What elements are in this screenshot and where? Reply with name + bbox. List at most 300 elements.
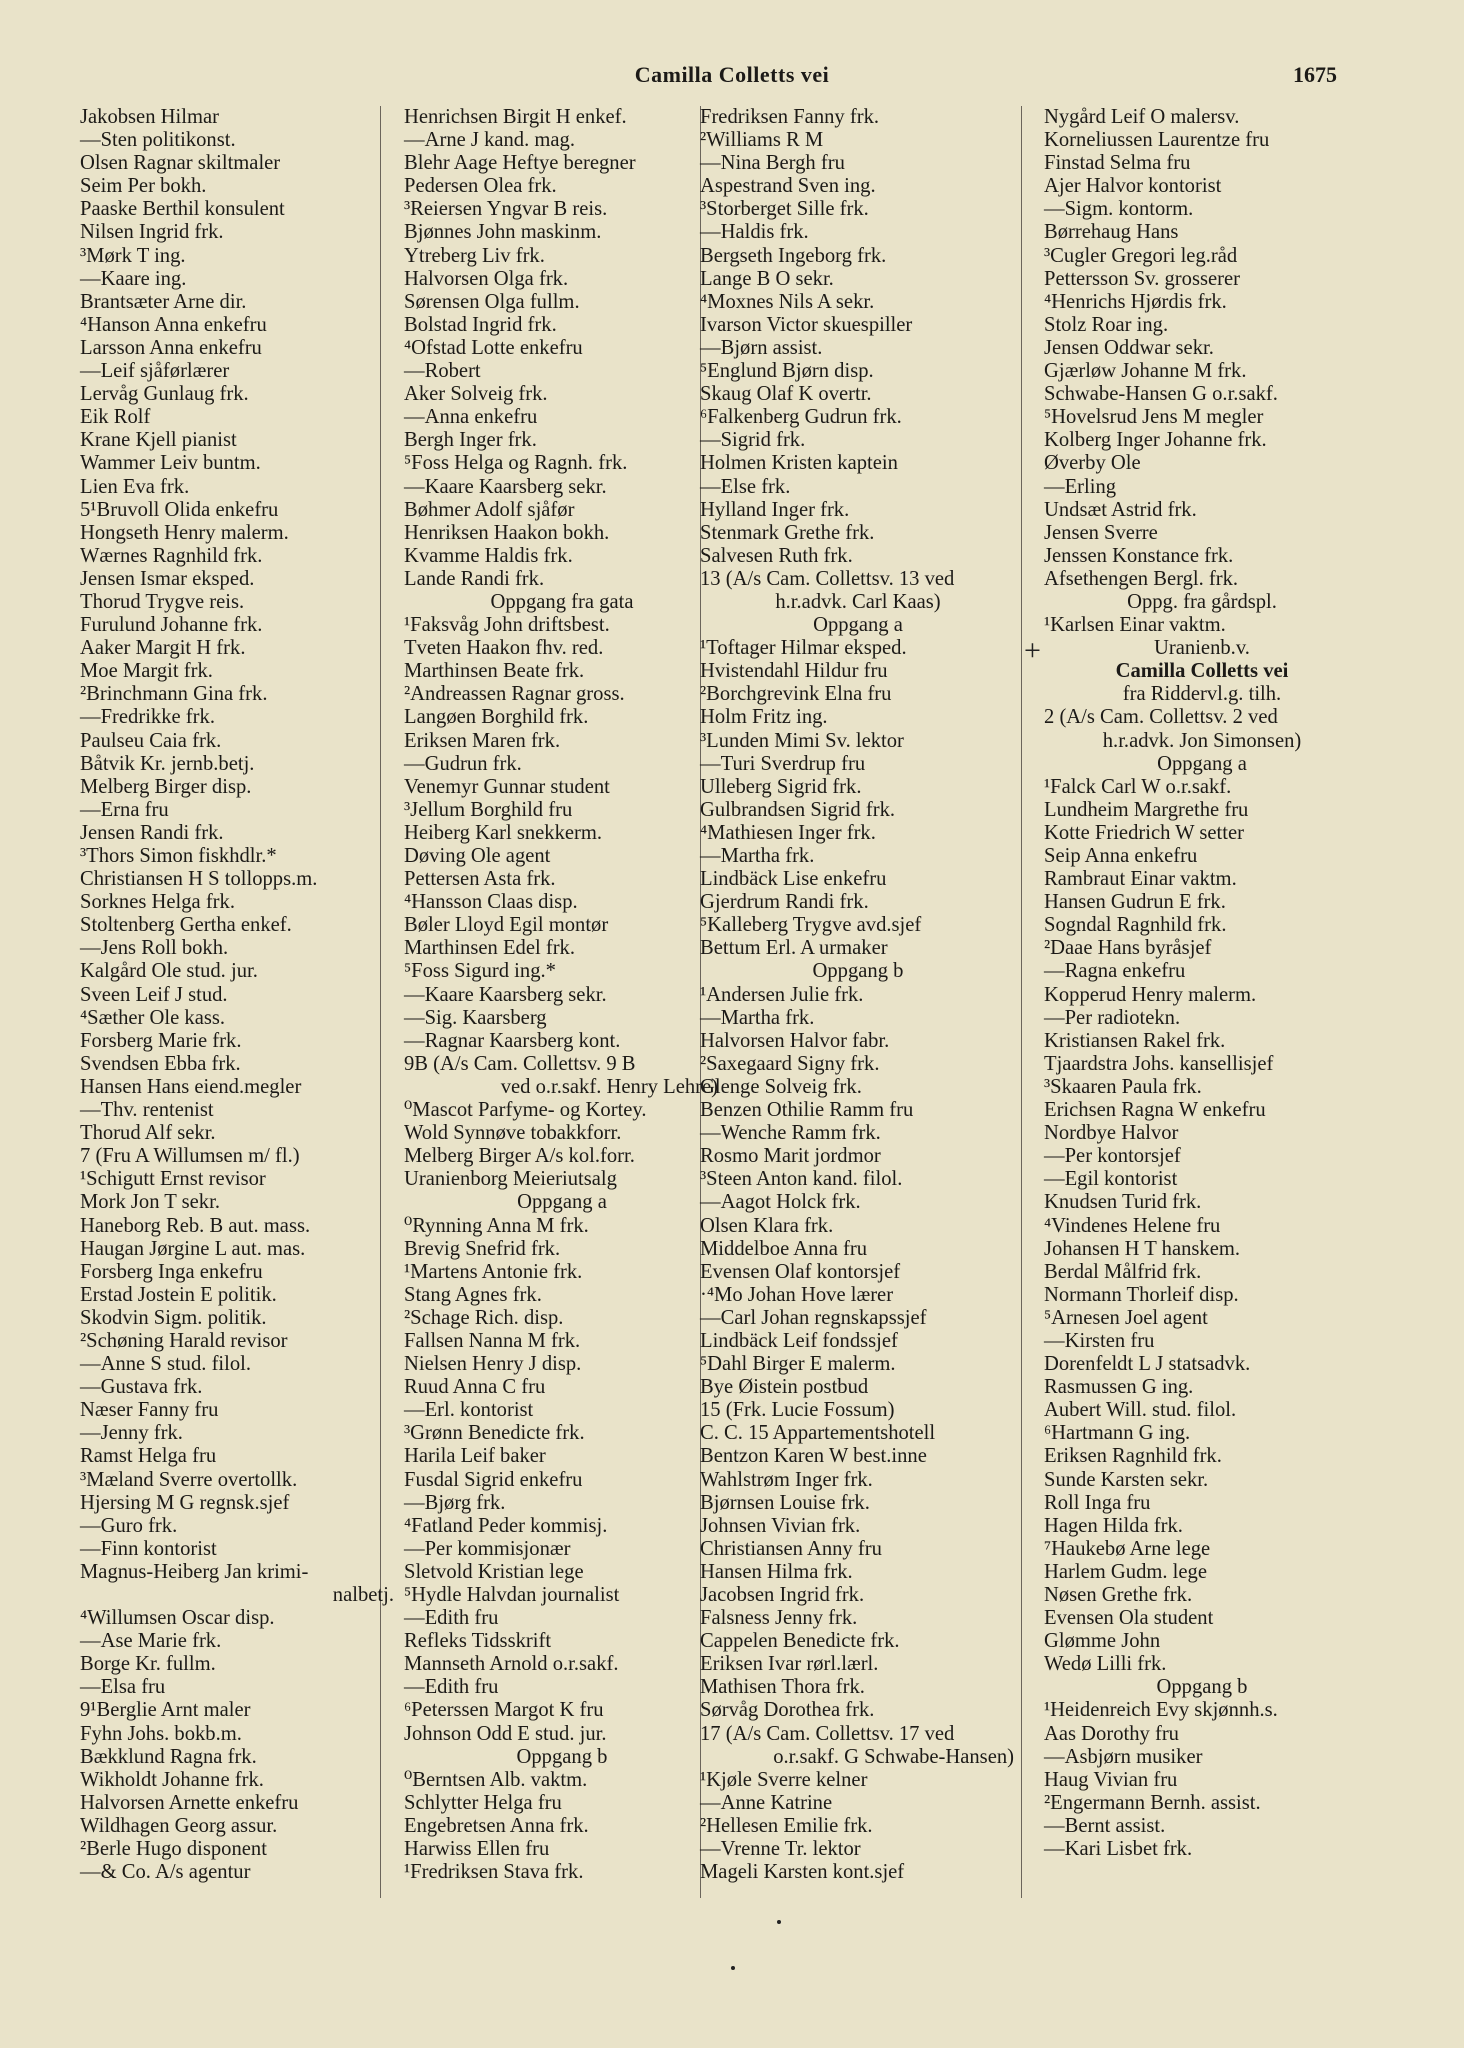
directory-entry: —Ase Marie frk.: [80, 1630, 222, 1653]
directory-entry: Kalgård Ole stud. jur.: [80, 960, 258, 983]
directory-entry: Jacobsen Ingrid frk.: [700, 1584, 865, 1606]
directory-entry: —Elsa fru: [80, 1676, 166, 1699]
directory-entry: Bjønnes John maskinm.: [404, 221, 602, 244]
directory-entry: ⁴Sæther Ole kass.: [80, 1006, 226, 1029]
directory-entry: ⁴Willumsen Oscar disp.: [80, 1607, 275, 1630]
directory-entry: Benzen Othilie Ramm fru: [700, 1099, 914, 1122]
dot-mark: [777, 1920, 781, 1924]
directory-entry: 9¹Berglie Arnt maler: [80, 1699, 251, 1722]
directory-entry: Salvesen Ruth frk.: [700, 544, 853, 567]
directory-entry: Heiberg Karl snekkerm.: [404, 821, 603, 844]
directory-entry: ⁴Hansson Claas disp.: [404, 891, 578, 914]
directory-entry: ²Brinchmann Gina frk.: [80, 683, 268, 706]
directory-entry: Lindbäck Leif fondssjef: [700, 1329, 898, 1352]
directory-entry: Hvistendahl Hildur fru: [700, 660, 888, 683]
directory-entry: Wildhagen Georg assur.: [80, 1814, 278, 1837]
directory-entry: —Sten politikonst.: [80, 129, 236, 152]
directory-entry: —Anne Katrine: [700, 1791, 833, 1814]
directory-entry: Erstad Jostein E politik.: [80, 1283, 277, 1306]
directory-entry: Kopperud Henry malerm.: [1044, 983, 1257, 1006]
directory-entry: Stolz Roar ing.: [1044, 313, 1169, 336]
directory-entry: Henriksen Haakon bokh.: [404, 521, 610, 544]
directory-entry: Schlytter Helga fru: [404, 1791, 562, 1814]
directory-entry: Ulleberg Sigrid frk.: [700, 775, 862, 798]
directory-column-1: [80, 106, 396, 1884]
directory-entry: Harwiss Ellen fru: [404, 1838, 550, 1861]
directory-entry: Stenmark Grethe frk.: [700, 521, 875, 544]
directory-entry: Tjaardstra Johs. kansellisjef: [1044, 1052, 1274, 1075]
directory-entry: Nordbye Halvor: [1044, 1122, 1179, 1145]
directory-entry: Kolberg Inger Johanne frk.: [1044, 429, 1267, 452]
directory-entry: Kotte Friedrich W setter: [1044, 821, 1244, 844]
directory-entry: ⁵Foss Helga og Ragnh. frk.: [404, 452, 628, 475]
directory-entry: —Per kontorsjef: [1044, 1145, 1181, 1168]
directory-entry: ⁶Hartmann G ing.: [1044, 1422, 1191, 1445]
directory-entry: Lande Randi frk.: [404, 567, 545, 590]
directory-entry: —Kaare ing.: [80, 267, 187, 290]
directory-entry: Glømme John: [1044, 1630, 1161, 1653]
directory-entry: Sveen Leif J stud.: [80, 983, 228, 1006]
directory-entry: ³Cugler Gregori leg.råd: [1044, 244, 1238, 267]
section-label: Oppg. fra gårdspl.: [1127, 590, 1277, 613]
directory-entry: Melberg Birger disp.: [80, 775, 252, 798]
directory-entry: Wammer Leiv buntm.: [80, 452, 261, 475]
directory-entry: Jakobsen Hilmar: [80, 106, 219, 128]
directory-entry: Bolstad Ingrid frk.: [404, 313, 557, 336]
directory-entry: —Thv. rentenist: [80, 1099, 214, 1122]
directory-entry: —Finn kontorist: [80, 1537, 217, 1560]
directory-entry: Gulbrandsen Sigrid frk.: [700, 798, 896, 821]
directory-entry: ⁰Mascot Parfyme- og Kortey.: [404, 1099, 647, 1122]
directory-entry: —Haldis frk.: [700, 221, 809, 244]
directory-entry: Skaug Olaf K overtr.: [700, 383, 872, 406]
directory-entry: —Else frk.: [700, 475, 791, 498]
directory-entry: Ajer Halvor kontorist: [1044, 175, 1222, 198]
directory-entry: Kvamme Haldis frk.: [404, 544, 573, 567]
directory-entry: Dorenfeldt L J statsadvk.: [1044, 1353, 1251, 1376]
directory-entry: Sunde Karsten sekr.: [1044, 1468, 1209, 1491]
address-entry: 7 (Fru A Willumsen m/ fl.): [80, 1145, 300, 1168]
directory-column-4: [1044, 106, 1360, 1861]
directory-entry: Nielsen Henry J disp.: [404, 1353, 582, 1376]
section-label: Uranienb.v.: [1154, 637, 1250, 660]
directory-entry: —Martha frk.: [700, 845, 815, 867]
directory-entry: Wedø Lilli frk.: [1044, 1653, 1167, 1676]
directory-entry: —Egil kontorist: [1044, 1168, 1178, 1191]
directory-entry: Børrehaug Hans: [1044, 221, 1179, 244]
directory-entry: —Asbjørn musiker: [1044, 1745, 1203, 1768]
directory-entry: Wærnes Ragnhild frk.: [80, 544, 263, 567]
directory-entry: —Kari Lisbet frk.: [1044, 1838, 1193, 1861]
directory-entry: —Edith fru: [404, 1607, 499, 1630]
street-heading: Camilla Colletts vei: [1115, 660, 1289, 683]
directory-entry: Harila Leif baker: [404, 1445, 546, 1468]
directory-entry: Aubert Will. stud. filol.: [1044, 1399, 1237, 1422]
directory-entry: Wahlstrøm Inger frk.: [700, 1468, 873, 1491]
directory-entry: Tveten Haakon fhv. red.: [404, 637, 604, 660]
directory-entry: Ruud Anna C fru: [404, 1376, 546, 1399]
directory-entry: ved o.r.sakf. Henry Lehre): [500, 1075, 718, 1098]
directory-entry: ⁵Dahl Birger E malerm.: [700, 1353, 896, 1376]
directory-entry: ³Grønn Benedicte frk.: [404, 1422, 585, 1445]
directory-entry: ⁶Falkenberg Gudrun frk.: [700, 406, 902, 429]
directory-entry: Aspestrand Sven ing.: [700, 175, 876, 198]
directory-entry: Kristiansen Rakel frk.: [1044, 1029, 1226, 1052]
directory-entry: Uranienborg Meieriutsalg: [404, 1168, 617, 1191]
directory-entry: —Turi Sverdrup fru: [700, 752, 866, 775]
directory-entry: —Kirsten fru: [1044, 1329, 1155, 1352]
directory-entry: Bøler Lloyd Egil montør: [404, 914, 609, 937]
directory-entry: Lundheim Margrethe fru: [1044, 798, 1249, 821]
directory-entry: ²Schøning Harald revisor: [80, 1329, 288, 1352]
directory-entry: Haugan Jørgine L aut. mas.: [80, 1237, 306, 1260]
directory-entry: ⁴Henrichs Hjørdis frk.: [1044, 290, 1227, 313]
directory-entry: ⁵Hovelsrud Jens M megler: [1044, 406, 1264, 429]
directory-entry: Glenge Solveig frk.: [700, 1075, 862, 1098]
directory-entry: Marthinsen Beate frk.: [404, 660, 585, 683]
section-label: h.r.advk. Carl Kaas): [775, 590, 941, 613]
directory-entry: Forsberg Marie frk.: [80, 1029, 242, 1052]
directory-entry: Eriksen Ragnhild frk.: [1044, 1445, 1222, 1468]
directory-entry: —Per kommisjonær: [404, 1537, 571, 1560]
directory-entry: —Fredrikke frk.: [80, 706, 215, 729]
directory-entry: Pettersson Sv. grosserer: [1044, 267, 1240, 290]
directory-entry: Halvorsen Arnette enkefru: [80, 1791, 299, 1814]
directory-entry: —Bjørn assist.: [700, 336, 823, 359]
directory-entry: Mathisen Thora frk.: [700, 1676, 865, 1699]
directory-entry: ³Mørk T ing.: [80, 244, 186, 267]
directory-entry: ¹Schigutt Ernst revisor: [80, 1168, 266, 1191]
directory-entry: ¹Kjøle Sverre kelner: [700, 1768, 868, 1791]
directory-entry: ⁰Berntsen Alb. vaktm.: [404, 1768, 588, 1791]
directory-entry: —Arne J kand. mag.: [404, 129, 576, 152]
directory-entry: Lindbäck Lise enkefru: [700, 868, 887, 891]
directory-entry: Gjærløw Johanne M frk.: [1044, 360, 1247, 383]
directory-entry: Harlem Gudm. lege: [1044, 1560, 1207, 1583]
directory-entry: ⁴Mathiesen Inger frk.: [700, 821, 876, 844]
directory-entry: Olsen Klara frk.: [700, 1214, 834, 1237]
directory-entry: —Sigm. kontorm.: [1044, 198, 1194, 221]
address-entry: 2 (A/s Cam. Collettsv. 2 ved: [1044, 706, 1278, 729]
directory-entry: ¹Fredriksen Stava frk.: [404, 1861, 584, 1884]
directory-entry: Olsen Ragnar skiltmaler: [80, 152, 281, 175]
directory-entry: Falsness Jenny frk.: [700, 1607, 858, 1630]
directory-entry: Halvorsen Olga frk.: [404, 267, 569, 290]
directory-entry: Furulund Johanne frk.: [80, 614, 263, 637]
directory-entry: Rambraut Einar vaktm.: [1044, 868, 1237, 891]
directory-entry: Johansen H T hanskem.: [1044, 1237, 1241, 1260]
directory-entry: ⁴Moxnes Nils A sekr.: [700, 290, 875, 313]
directory-entry: Paaske Berthil konsulent: [80, 198, 285, 221]
directory-entry: Nygård Leif O malersv.: [1044, 106, 1240, 128]
directory-entry: Afsethengen Bergl. frk.: [1044, 567, 1239, 590]
directory-entry: Bettum Erl. A urmaker: [700, 937, 888, 960]
directory-entry: Næser Fanny fru: [80, 1399, 219, 1422]
directory-entry: —Vrenne Tr. lektor: [700, 1838, 861, 1861]
directory-entry: Forsberg Inga enkefru: [80, 1260, 263, 1283]
directory-entry: —Gustava frk.: [80, 1376, 203, 1399]
directory-entry: ³Storberget Sille frk.: [700, 198, 869, 221]
directory-entry: —Per radiotekn.: [1044, 1006, 1181, 1029]
directory-entry: ²Daae Hans byråsjef: [1044, 937, 1212, 960]
directory-entry: Larsson Anna enkefru: [80, 336, 262, 359]
dot-mark: [731, 1966, 735, 1970]
directory-entry: Skodvin Sigm. politik.: [80, 1306, 267, 1329]
section-label: Oppgang a: [1157, 752, 1247, 775]
directory-entry: —Martha frk.: [700, 1006, 815, 1029]
directory-entry: Refleks Tidsskrift: [404, 1630, 552, 1653]
directory-entry: —Bjørg frk.: [404, 1491, 506, 1514]
directory-entry: ¹Faksvåg John driftsbest.: [404, 614, 610, 637]
directory-entry: Jenssen Konstance frk.: [1044, 544, 1234, 567]
directory-entry: Jensen Randi frk.: [80, 821, 224, 844]
directory-entry: Brevig Snefrid frk.: [404, 1237, 561, 1260]
directory-entry: Cappelen Benedicte frk.: [700, 1630, 900, 1653]
directory-entry: ⁵Kalleberg Trygve avd.sjef: [700, 914, 922, 937]
directory-entry: Hjersing M G regnsk.sjef: [80, 1491, 290, 1514]
directory-entry: —Jens Roll bokh.: [80, 937, 229, 960]
section-label: Oppgang b: [516, 1745, 608, 1768]
directory-entry: Normann Thorleif disp.: [1044, 1283, 1239, 1306]
directory-entry: ¹Karlsen Einar vaktm.: [1044, 614, 1226, 637]
directory-entry: Fredriksen Fanny frk.: [700, 106, 880, 128]
address-entry: 9B (A/s Cam. Collettsv. 9 B: [404, 1052, 636, 1075]
directory-entry: Wikholdt Johanne frk.: [80, 1768, 264, 1791]
directory-entry: Johnson Odd E stud. jur.: [404, 1722, 607, 1745]
directory-entry: Roll Inga fru: [1044, 1491, 1151, 1514]
directory-entry: Hongseth Henry malerm.: [80, 521, 289, 544]
directory-entry: Aas Dorothy fru: [1044, 1722, 1179, 1745]
directory-entry: —Anne S stud. filol.: [80, 1353, 252, 1376]
directory-entry: ³Thors Simon fiskhdlr.*: [80, 845, 277, 867]
directory-entry: ⁴Vindenes Helene fru: [1044, 1214, 1221, 1237]
directory-entry: ²Berle Hugo disponent: [80, 1838, 267, 1861]
directory-entry: Rasmussen G ing.: [1044, 1376, 1194, 1399]
directory-entry: —Erna fru: [80, 798, 169, 821]
directory-entry: Evensen Olaf kontorsjef: [700, 1260, 901, 1283]
directory-entry: ¹Heidenreich Evy skjønnh.s.: [1044, 1699, 1278, 1722]
directory-entry: —Jenny frk.: [80, 1422, 183, 1445]
directory-entry: Jensen Sverre: [1044, 521, 1158, 544]
directory-entry: Johnsen Vivian frk.: [700, 1514, 861, 1537]
directory-entry: —Sig. Kaarsberg: [404, 1006, 547, 1029]
directory-entry: —Gudrun frk.: [404, 752, 522, 775]
directory-entry: Halvorsen Halvor fabr.: [700, 1029, 890, 1052]
directory-entry: —Aagot Holck frk.: [700, 1191, 861, 1214]
directory-entry: Ivarson Victor skuespiller: [700, 313, 913, 336]
directory-entry: Sogndal Ragnhild frk.: [1044, 914, 1227, 937]
directory-entry: —Leif sjåførlærer: [80, 360, 230, 383]
directory-entry: ⁰Rynning Anna M frk.: [404, 1214, 589, 1237]
directory-entry: Paulseu Caia frk.: [80, 729, 222, 752]
directory-entry: —Bernt assist.: [1044, 1814, 1166, 1837]
directory-entry: Bergh Inger frk.: [404, 429, 537, 452]
directory-entry: Korneliussen Laurentze fru: [1044, 129, 1270, 152]
directory-entry: Ytreberg Liv frk.: [404, 244, 545, 267]
directory-entry: Langøen Borghild frk.: [404, 706, 589, 729]
directory-entry: Knudsen Turid frk.: [1044, 1191, 1202, 1214]
directory-entry: —Anna enkefru: [404, 406, 538, 429]
directory-entry: —Sigrid frk.: [700, 429, 806, 452]
directory-entry: ³Lunden Mimi Sv. lektor: [700, 729, 904, 752]
directory-entry: Christiansen Anny fru: [700, 1537, 882, 1560]
directory-entry: nalbetj.: [332, 1584, 394, 1606]
directory-entry: Bergseth Ingeborg frk.: [700, 244, 887, 267]
directory-entry: ⁴Fatland Peder kommisj.: [404, 1514, 608, 1537]
directory-entry: Christiansen H S tollopps.m.: [80, 868, 318, 891]
directory-entry: Magnus-Heiberg Jan krimi-: [80, 1560, 309, 1583]
directory-entry: Øverby Ole: [1044, 452, 1141, 475]
directory-entry: Krane Kjell pianist: [80, 429, 237, 452]
directory-entry: ³Reiersen Yngvar B reis.: [404, 198, 608, 221]
directory-entry: —Erling: [1044, 475, 1117, 498]
address-entry: 17 (A/s Cam. Collettsv. 17 ved: [700, 1722, 955, 1745]
directory-entry: Bjørnsen Louise frk.: [700, 1491, 870, 1514]
address-entry: 15 (Frk. Lucie Fossum): [700, 1399, 895, 1422]
directory-entry: Svendsen Ebba frk.: [80, 1052, 241, 1075]
directory-entry: Haug Vivian fru: [1044, 1768, 1178, 1791]
directory-entry: Wold Synnøve tobakkforr.: [404, 1122, 622, 1145]
column-divider: [1021, 106, 1022, 1898]
directory-entry: Mork Jon T sekr.: [80, 1191, 220, 1214]
directory-entry: Stang Agnes frk.: [404, 1283, 542, 1306]
directory-entry: Thorud Alf sekr.: [80, 1122, 216, 1145]
section-label: fra Riddervl.g. tilh.: [1122, 683, 1282, 706]
directory-entry: 5¹Bruvoll Olida enkefru: [80, 498, 279, 521]
directory-entry: Eriksen Maren frk.: [404, 729, 561, 752]
directory-entry: ⁶Peterssen Margot K fru: [404, 1699, 604, 1722]
directory-entry: Erichsen Ragna W enkefru: [1044, 1099, 1266, 1122]
directory-entry: Lien Eva frk.: [80, 475, 190, 498]
directory-entry: Brantsæter Arne dir.: [80, 290, 247, 313]
directory-entry: —Carl Johan regnskapssjef: [700, 1306, 927, 1329]
directory-entry: Hansen Gudrun E frk.: [1044, 891, 1226, 914]
directory-entry: Middelboe Anna fru: [700, 1237, 868, 1260]
directory-entry: ²Borchgrevink Elna fru: [700, 683, 892, 706]
directory-entry: Seip Anna enkefru: [1044, 845, 1198, 867]
directory-entry: Fallsen Nanna M frk.: [404, 1329, 581, 1352]
directory-entry: —Edith fru: [404, 1676, 499, 1699]
directory-entry: Båtvik Kr. jernb.betj.: [80, 752, 255, 775]
directory-entry: Hansen Hans eiend.megler: [80, 1075, 302, 1098]
directory-entry: ⁵Hydle Halvdan journalist: [404, 1584, 620, 1606]
directory-entry: Mannseth Arnold o.r.sakf.: [404, 1653, 619, 1676]
directory-entry: Pedersen Olea frk.: [404, 175, 557, 198]
directory-entry: Aaker Margit H frk.: [80, 637, 246, 660]
directory-entry: Nøsen Grethe frk.: [1044, 1584, 1193, 1606]
directory-entry: Fyhn Johs. bokb.m.: [80, 1722, 242, 1745]
directory-entry: Blehr Aage Heftye beregner: [404, 152, 636, 175]
directory-entry: Sørvåg Dorothea frk.: [700, 1699, 875, 1722]
address-entry: 13 (A/s Cam. Collettsv. 13 ved: [700, 567, 955, 590]
directory-entry: Borge Kr. fullm.: [80, 1653, 216, 1676]
directory-entry: ⁵Englund Bjørn disp.: [700, 360, 874, 383]
cross-mark-icon: +: [1024, 634, 1041, 667]
section-label: Oppgang b: [1156, 1676, 1248, 1699]
directory-entry: ²Saxegaard Signy frk.: [700, 1052, 880, 1075]
directory-entry: Sletvold Kristian lege: [404, 1560, 584, 1583]
directory-entry: —Erl. kontorist: [404, 1399, 534, 1422]
directory-entry: Haneborg Reb. B aut. mass.: [80, 1214, 311, 1237]
directory-entry: ²Williams R M: [700, 129, 824, 152]
directory-entry: ¹Andersen Julie frk.: [700, 983, 864, 1006]
section-label: Oppgang a: [517, 1191, 607, 1214]
page-title: Camilla Colletts vei: [634, 62, 830, 87]
directory-entry: Stoltenberg Gertha enkef.: [80, 914, 292, 937]
directory-entry: Mageli Karsten kont.sjef: [700, 1861, 905, 1884]
directory-entry: Lange B O sekr.: [700, 267, 834, 290]
section-label: Oppgang a: [813, 614, 903, 637]
directory-entry: ¹Falck Carl W o.r.sakf.: [1044, 775, 1232, 798]
directory-entry: Rosmo Marit jordmor: [700, 1145, 881, 1168]
directory-entry: ³Skaaren Paula frk.: [1044, 1075, 1202, 1098]
directory-entry: ·⁴Mo Johan Hove lærer: [700, 1283, 894, 1306]
directory-entry: —Ragna enkefru: [1044, 960, 1186, 983]
directory-entry: —Wenche Ramm frk.: [700, 1122, 881, 1145]
directory-entry: Schwabe-Hansen G o.r.sakf.: [1044, 383, 1278, 406]
section-label: Oppgang b: [812, 960, 904, 983]
directory-entry: Sorknes Helga frk.: [80, 891, 235, 914]
directory-entry: ⁵Foss Sigurd ing.*: [404, 960, 556, 983]
directory-entry: Thorud Trygve reis.: [80, 590, 245, 613]
directory-entry: Fusdal Sigrid enkefru: [404, 1468, 583, 1491]
directory-entry: Hansen Hilma frk.: [700, 1560, 853, 1583]
directory-entry: ²Hellesen Emilie frk.: [700, 1814, 873, 1837]
directory-entry: Venemyr Gunnar student: [404, 775, 610, 798]
directory-entry: —Nina Bergh fru: [700, 152, 845, 175]
directory-entry: Aker Solveig frk.: [404, 383, 548, 406]
directory-entry: ²Andreassen Ragnar gross.: [404, 683, 625, 706]
directory-entry: Lervåg Gunlaug frk.: [80, 383, 249, 406]
directory-entry: Berdal Målfrid frk.: [1044, 1260, 1202, 1283]
directory-entry: Eik Rolf: [80, 406, 151, 429]
directory-entry: ³Jellum Borghild fru: [404, 798, 573, 821]
directory-entry: Seim Per bokh.: [80, 175, 207, 198]
directory-entry: Engebretsen Anna frk.: [404, 1814, 589, 1837]
directory-entry: Henrichsen Birgit H enkef.: [404, 106, 627, 128]
directory-column-3: [700, 106, 1016, 1884]
directory-entry: —& Co. A/s agentur: [80, 1861, 251, 1884]
directory-entry: Undsæt Astrid frk.: [1044, 498, 1197, 521]
directory-entry: ⁵Arnesen Joel agent: [1044, 1306, 1208, 1329]
directory-entry: Ramst Helga fru: [80, 1445, 217, 1468]
directory-entry: Moe Margit frk.: [80, 660, 213, 683]
directory-entry: ⁴Ofstad Lotte enkefru: [404, 336, 583, 359]
directory-entry: Holm Fritz ing.: [700, 706, 828, 729]
directory-entry: —Guro frk.: [80, 1514, 178, 1537]
directory-column-2: [404, 106, 720, 1884]
directory-entry: Hagen Hilda frk.: [1044, 1514, 1183, 1537]
directory-entry: Marthinsen Edel frk.: [404, 937, 575, 960]
section-label: Oppgang fra gata: [490, 590, 634, 613]
page-header: [0, 62, 1464, 94]
directory-entry: Bentzon Karen W best.inne: [700, 1445, 927, 1468]
directory-entry: Pettersen Asta frk.: [404, 868, 556, 891]
directory-entry: Melberg Birger A/s kol.forr.: [404, 1145, 635, 1168]
directory-entry: Eriksen Ivar rørl.lærl.: [700, 1653, 879, 1676]
directory-entry: Gjerdrum Randi frk.: [700, 891, 869, 914]
directory-entry: o.r.sakf. G Schwabe-Hansen): [773, 1745, 1014, 1768]
directory-entry: Bækklund Ragna frk.: [80, 1745, 257, 1768]
section-label: h.r.advk. Jon Simonsen): [1102, 729, 1302, 752]
directory-entry: Bye Øistein postbud: [700, 1376, 869, 1399]
directory-entry: Holmen Kristen kaptein: [700, 452, 898, 475]
directory-entry: Døving Ole agent: [404, 845, 551, 867]
directory-entry: ¹Martens Antonie frk.: [404, 1260, 583, 1283]
directory-entry: Jensen Oddwar sekr.: [1044, 336, 1214, 359]
directory-entry: Jensen Ismar eksped.: [80, 567, 255, 590]
directory-entry: ²Schage Rich. disp.: [404, 1306, 564, 1329]
